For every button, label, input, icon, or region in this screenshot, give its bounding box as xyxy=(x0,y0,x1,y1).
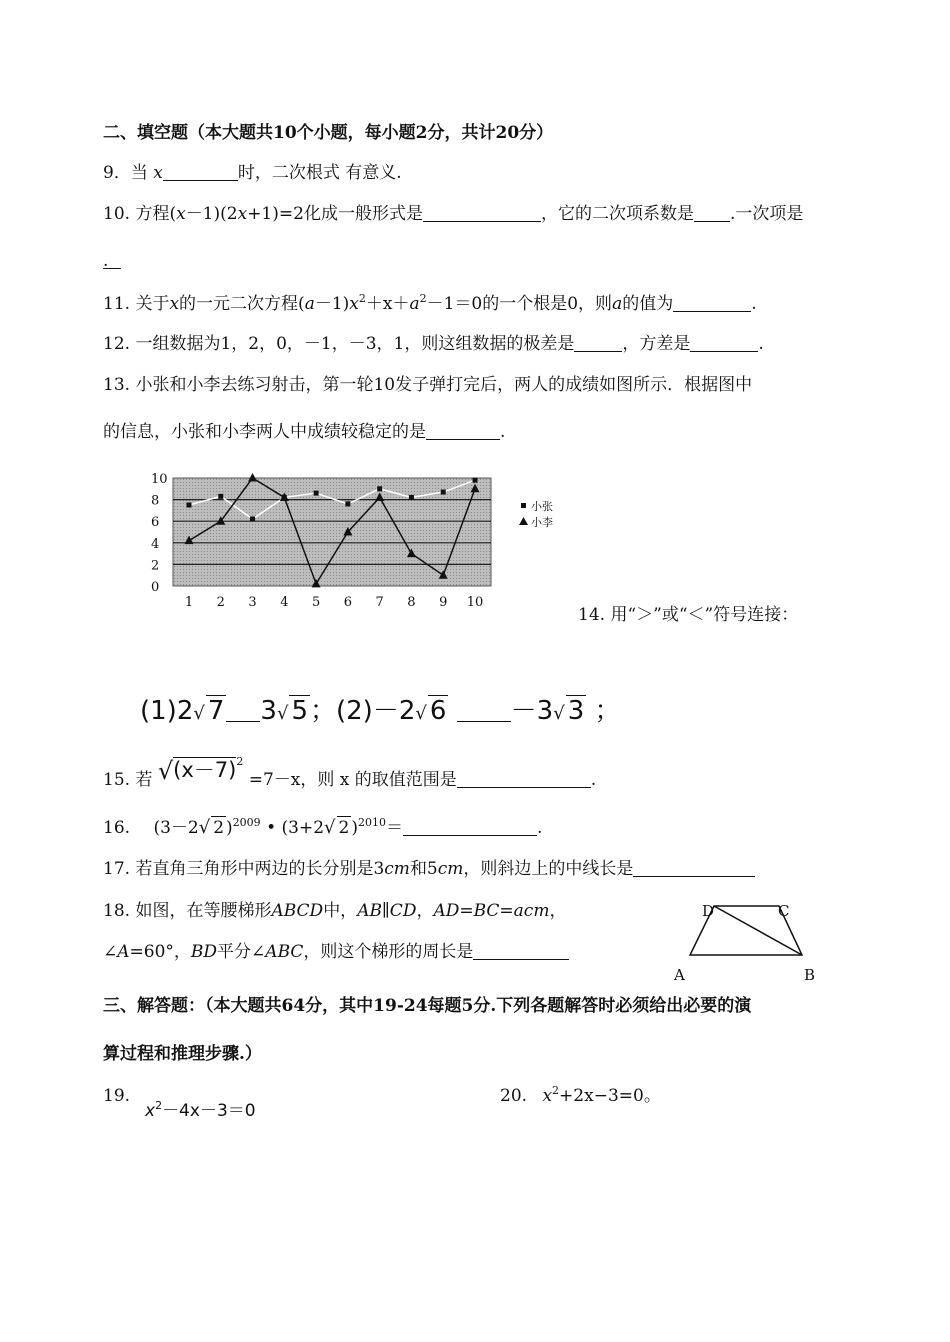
question-number: 11. xyxy=(103,294,131,314)
question-text: =7－x，则 x 的取值范围是 xyxy=(248,770,457,790)
question-text: ， xyxy=(549,901,567,921)
question-text: 中， xyxy=(323,901,358,921)
question-number: 12. xyxy=(103,334,131,354)
answer-blank[interactable] xyxy=(633,860,755,877)
question-text: ，则斜边上的中线长是 xyxy=(463,859,634,879)
question-text: 用“＞”或“＜”符号连接： xyxy=(610,605,799,625)
question-number: 16. xyxy=(103,818,131,838)
vertex-label-d: D xyxy=(702,902,715,920)
y-tick-label: 0 xyxy=(151,580,160,595)
variable: AB∥CD xyxy=(357,901,417,921)
question-text: 的值为 xyxy=(622,294,674,314)
question-number: 10. xyxy=(103,204,131,224)
question-text: . xyxy=(103,251,109,271)
variable: a xyxy=(304,294,315,314)
legend-marker-triangle xyxy=(519,517,528,525)
answer-blank[interactable] xyxy=(457,771,591,788)
answer-blank[interactable] xyxy=(694,205,730,222)
vertex-label-a: A xyxy=(674,966,685,984)
exponent: 2 xyxy=(419,292,427,305)
exponent: 2 xyxy=(552,1084,560,1097)
variable: a xyxy=(409,294,420,314)
variable: x xyxy=(176,204,186,224)
question-text: 的一元二次方程( xyxy=(179,294,305,314)
data-point-square xyxy=(218,494,223,499)
question-text: 的信息，小张和小李两人中成绩较稳定的是 xyxy=(103,422,426,442)
variable: AD=BC=acm xyxy=(433,901,550,921)
y-tick-label: 8 xyxy=(151,493,160,509)
variable: a xyxy=(612,294,623,314)
question-number: 19. xyxy=(103,1086,131,1106)
variable: ABCD xyxy=(271,901,324,921)
data-point-square xyxy=(314,491,319,496)
question-text: 时，二次根式 有意义. xyxy=(237,163,402,183)
expr-text: ) xyxy=(351,818,358,838)
question-number: 9． xyxy=(103,163,131,183)
line-chart xyxy=(135,470,575,610)
radicand: 2 xyxy=(213,818,225,838)
data-point-square xyxy=(377,486,382,491)
exponent: 2 xyxy=(155,1099,163,1112)
variable: x xyxy=(349,294,359,314)
question-text: －1) xyxy=(314,294,350,314)
radicand: 7 xyxy=(207,696,225,726)
y-tick-label: 4 xyxy=(151,536,160,552)
x-tick-label: 9 xyxy=(439,595,448,610)
equation-text: －4x－3＝0 xyxy=(162,1101,256,1121)
question-18-cont xyxy=(103,941,569,963)
variable: x xyxy=(542,1086,553,1106)
question-text: ，则这个梯形的周长是 xyxy=(303,942,474,962)
answer-blank[interactable] xyxy=(403,819,537,836)
x-tick-label: 6 xyxy=(343,595,353,610)
question-text: 若直角三角形中两边的长分别是3 xyxy=(135,859,385,879)
x-tick-label: 8 xyxy=(407,595,416,610)
unit: cm xyxy=(437,859,464,879)
question-text: ， xyxy=(416,901,434,921)
exponent: 2009 xyxy=(232,816,261,829)
vertex-label-b: B xyxy=(804,966,816,984)
expr-text: －3 xyxy=(510,696,554,726)
question-17 xyxy=(103,858,755,880)
legend-label: 小李 xyxy=(531,516,553,529)
equation-19 xyxy=(145,1100,256,1124)
question-12 xyxy=(103,333,764,355)
data-point-square xyxy=(473,478,478,483)
legend-marker-square xyxy=(521,503,526,508)
expr-text: ) xyxy=(226,818,233,838)
question-14 xyxy=(578,604,798,626)
question-text: 一组数据为1，2，0，－1，－3，1，则这组数据的极差是 xyxy=(135,334,575,354)
question-16: 16. (3－2√ 2 )$^{2009}$ • (3+2√ 2 )$^{2010}$＝ . xyxy=(103,816,543,838)
question-10 xyxy=(103,203,803,225)
answer-blank[interactable] xyxy=(163,164,238,181)
data-point-square xyxy=(250,517,255,522)
exponent: 2 xyxy=(358,292,366,305)
radicand: 2 xyxy=(338,818,350,838)
variable: BD xyxy=(190,942,218,962)
question-text: 关于 xyxy=(135,294,170,314)
question-10-cont xyxy=(103,250,108,272)
expr-text: (3－2 xyxy=(153,818,199,838)
question-number: 13. xyxy=(103,375,131,395)
variable: x xyxy=(169,294,180,314)
shooting-score-chart xyxy=(135,470,575,610)
data-point-triangle xyxy=(248,473,257,482)
question-text: 当 xyxy=(130,163,148,183)
unit: cm xyxy=(384,859,410,879)
question-number: 17. xyxy=(103,859,131,879)
variable: x xyxy=(153,163,163,183)
question-text: . xyxy=(590,770,597,790)
question-text: ，它的二次项系数是 xyxy=(540,204,694,224)
question-text: ∠ xyxy=(103,942,118,962)
x-tick-label: 2 xyxy=(216,595,225,610)
answer-blank[interactable] xyxy=(473,943,569,960)
answer-blank[interactable] xyxy=(423,205,541,222)
radicand: 5 xyxy=(291,696,308,726)
question-text: .一次项是 xyxy=(729,204,804,224)
question-number: 15. xyxy=(103,770,131,790)
question-19 xyxy=(103,1085,130,1107)
x-tick-label: 3 xyxy=(248,595,257,610)
inequality-expressions: (1)2√ 7 3√ 5；(2)－2√ 6 －3√ 3 ； xyxy=(140,696,621,726)
answer-blank[interactable] xyxy=(226,699,260,722)
question-text: . xyxy=(751,294,757,314)
variable: ABC xyxy=(265,942,304,962)
question-text: ＋x＋ xyxy=(365,294,410,314)
question-number: 14. xyxy=(578,605,606,625)
expr-text: ＝ xyxy=(385,818,403,838)
answer-blank[interactable] xyxy=(574,335,622,352)
x-tick-label: 5 xyxy=(311,595,321,610)
expr-text: (1)2 xyxy=(140,696,194,726)
question-text: 和5 xyxy=(409,859,438,879)
expr-text: • (3+2 xyxy=(266,818,325,838)
radicand: 3 xyxy=(567,696,585,726)
exponent: 2010 xyxy=(357,816,386,829)
y-tick-label: 10 xyxy=(151,472,168,487)
vertex-label-c: C xyxy=(778,902,790,920)
variable: A xyxy=(117,942,130,962)
data-point-square xyxy=(409,495,414,500)
expr-text: . xyxy=(536,818,543,838)
equation-text: +2x−3=0。 xyxy=(559,1086,661,1106)
question-text: －1)(2 xyxy=(185,204,238,224)
expr-text: ；(2)－2 xyxy=(309,696,416,726)
data-point-square xyxy=(441,490,446,495)
question-text: 平分∠ xyxy=(217,942,266,962)
expr-text: 3 xyxy=(260,696,277,726)
question-18 xyxy=(103,900,566,922)
question-15 xyxy=(103,755,597,793)
variable: x xyxy=(145,1101,156,1121)
variable: x xyxy=(237,204,248,224)
answer-blank[interactable] xyxy=(457,699,511,722)
data-point-square xyxy=(187,503,192,508)
x-tick-label: 1 xyxy=(184,595,194,610)
question-20 xyxy=(500,1085,661,1109)
question-text: ，方差是 xyxy=(622,334,691,354)
section-title: 三、解答题：（本大题共64分，其中19-24每题5分.下列各题解答时必须给出必要的演 xyxy=(103,996,752,1016)
x-tick-label: 4 xyxy=(280,595,289,610)
question-text: . xyxy=(500,422,506,442)
section-title-cont: 算过程和推理步骤.） xyxy=(103,1044,262,1064)
radicand: (x－7) xyxy=(173,758,237,782)
question-13 xyxy=(103,374,752,396)
question-text: 方程( xyxy=(135,204,177,224)
question-9 xyxy=(103,162,402,184)
x-tick-label: 10 xyxy=(466,595,484,610)
expr-text: ； xyxy=(594,696,621,726)
exponent: 2 xyxy=(236,755,244,768)
question-text: =60°， xyxy=(129,942,191,962)
x-tick-label: 7 xyxy=(375,595,384,610)
answer-blank[interactable] xyxy=(426,423,500,440)
question-number: 20. xyxy=(500,1086,528,1106)
section-title: 二、填空题（本大题共10个小题，每小题2分，共计20分） xyxy=(103,123,554,143)
question-number: 18. xyxy=(103,901,131,921)
answer-blank[interactable] xyxy=(690,335,758,352)
question-text: 如图，在等腰梯形 xyxy=(135,901,272,921)
answer-blank[interactable] xyxy=(673,295,751,312)
question-13-cont xyxy=(103,421,505,443)
sqrt-icon: √ xyxy=(157,757,174,785)
question-text: 小张和小李去练习射击，第一轮10发子弹打完后，两人的成绩如图所示．根据图中 xyxy=(135,375,753,395)
radicand: 6 xyxy=(429,696,447,726)
question-text: 若 xyxy=(135,770,153,790)
question-11 xyxy=(103,293,757,317)
trapezoid-figure xyxy=(674,900,832,985)
y-tick-label: 6 xyxy=(151,515,160,531)
question-text: －1＝0的一个根是0，则 xyxy=(426,294,613,314)
question-text: . xyxy=(758,334,764,354)
legend-label: 小张 xyxy=(531,500,553,513)
question-text: +1)=2化成一般形式是 xyxy=(247,204,423,224)
y-tick-label: 2 xyxy=(151,558,160,574)
data-point-square xyxy=(345,501,350,506)
